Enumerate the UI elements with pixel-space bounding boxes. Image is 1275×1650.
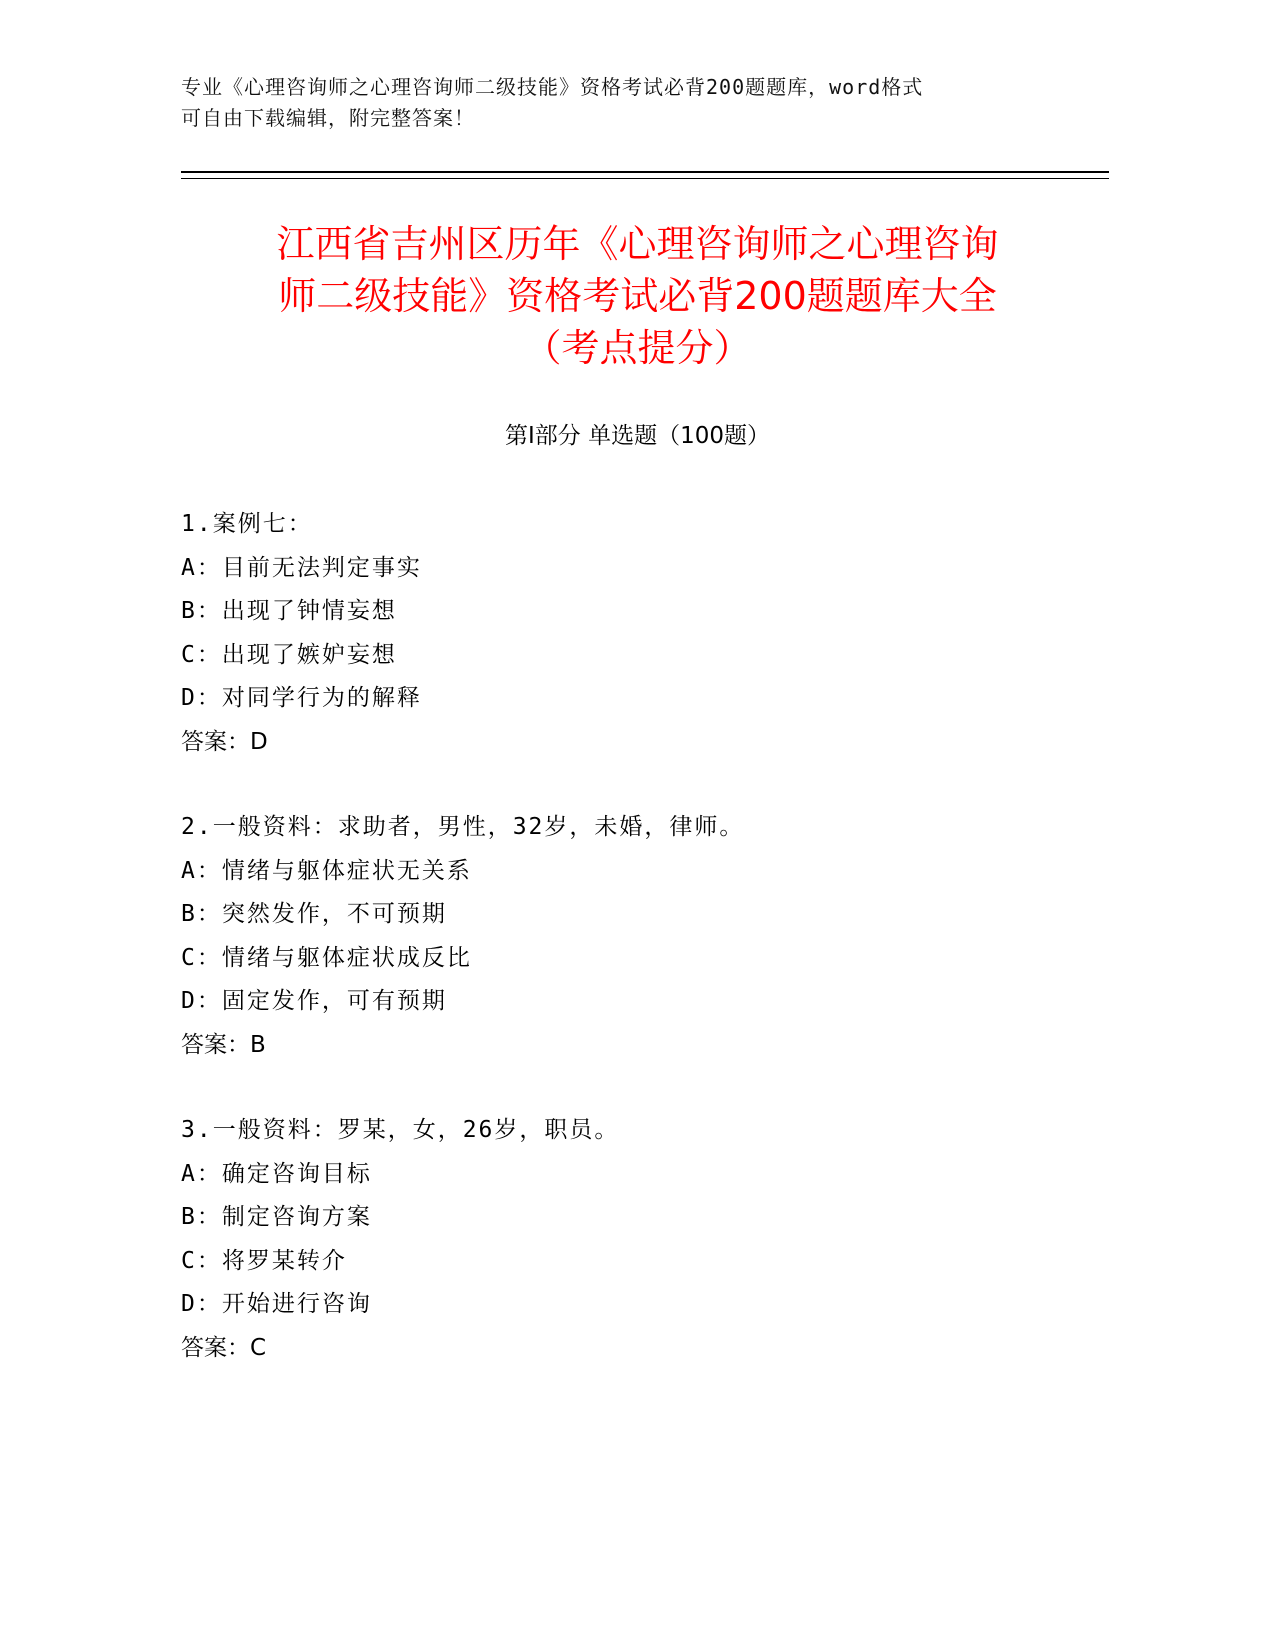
option-d: D：开始进行咨询 [181, 1291, 372, 1317]
option-d: D：固定发作，可有预期 [181, 988, 447, 1014]
option-a: A：目前无法判定事实 [181, 554, 422, 581]
answer-line: 答案：C [181, 1334, 267, 1361]
document-intro [181, 72, 1061, 134]
option-b: B：出现了钟情妄想 [181, 598, 397, 624]
option-b: B：制定咨询方案 [181, 1204, 372, 1230]
question-stem: 3.一般资料：罗某，女，26岁，职员。 [181, 1117, 620, 1143]
header-rule-thick [181, 171, 1109, 173]
option-a: A：情绪与躯体症状无关系 [181, 857, 472, 884]
option-c: C：出现了嫉妒妄想 [181, 641, 397, 668]
question-3 [181, 1109, 1101, 1370]
question-1 [181, 503, 1101, 764]
option-d: D：对同学行为的解释 [181, 685, 422, 711]
intro-line-1: 专业《心理咨询师之心理咨询师二级技能》资格考试必背200题题库，word格式 [181, 75, 924, 99]
title-line-2: 师二级技能》资格考试必背200题题库大全 [278, 274, 997, 318]
question-2 [181, 806, 1101, 1067]
answer-line: 答案：D [181, 728, 268, 755]
answer-line: 答案：B [181, 1031, 266, 1058]
question-list [181, 503, 1101, 1412]
title-line-3: （考点提分） [523, 326, 752, 370]
section-heading: 第Ⅰ部分 单选题（100题） [505, 423, 770, 449]
intro-line-2: 可自由下载编辑，附完整答案！ [181, 106, 475, 130]
option-c: C：将罗某转介 [181, 1247, 347, 1274]
question-stem: 1.案例七： [181, 511, 313, 537]
title-line-1: 江西省吉州区历年《心理咨询师之心理咨询 [276, 222, 999, 266]
option-a: A：确定咨询目标 [181, 1160, 372, 1187]
header-rule-thin [181, 178, 1109, 179]
option-c: C：情绪与躯体症状成反比 [181, 944, 472, 971]
option-b: B：突然发作，不可预期 [181, 901, 447, 927]
document-title [160, 218, 1115, 374]
question-stem: 2.一般资料：求助者，男性，32岁，未婚，律师。 [181, 814, 745, 840]
